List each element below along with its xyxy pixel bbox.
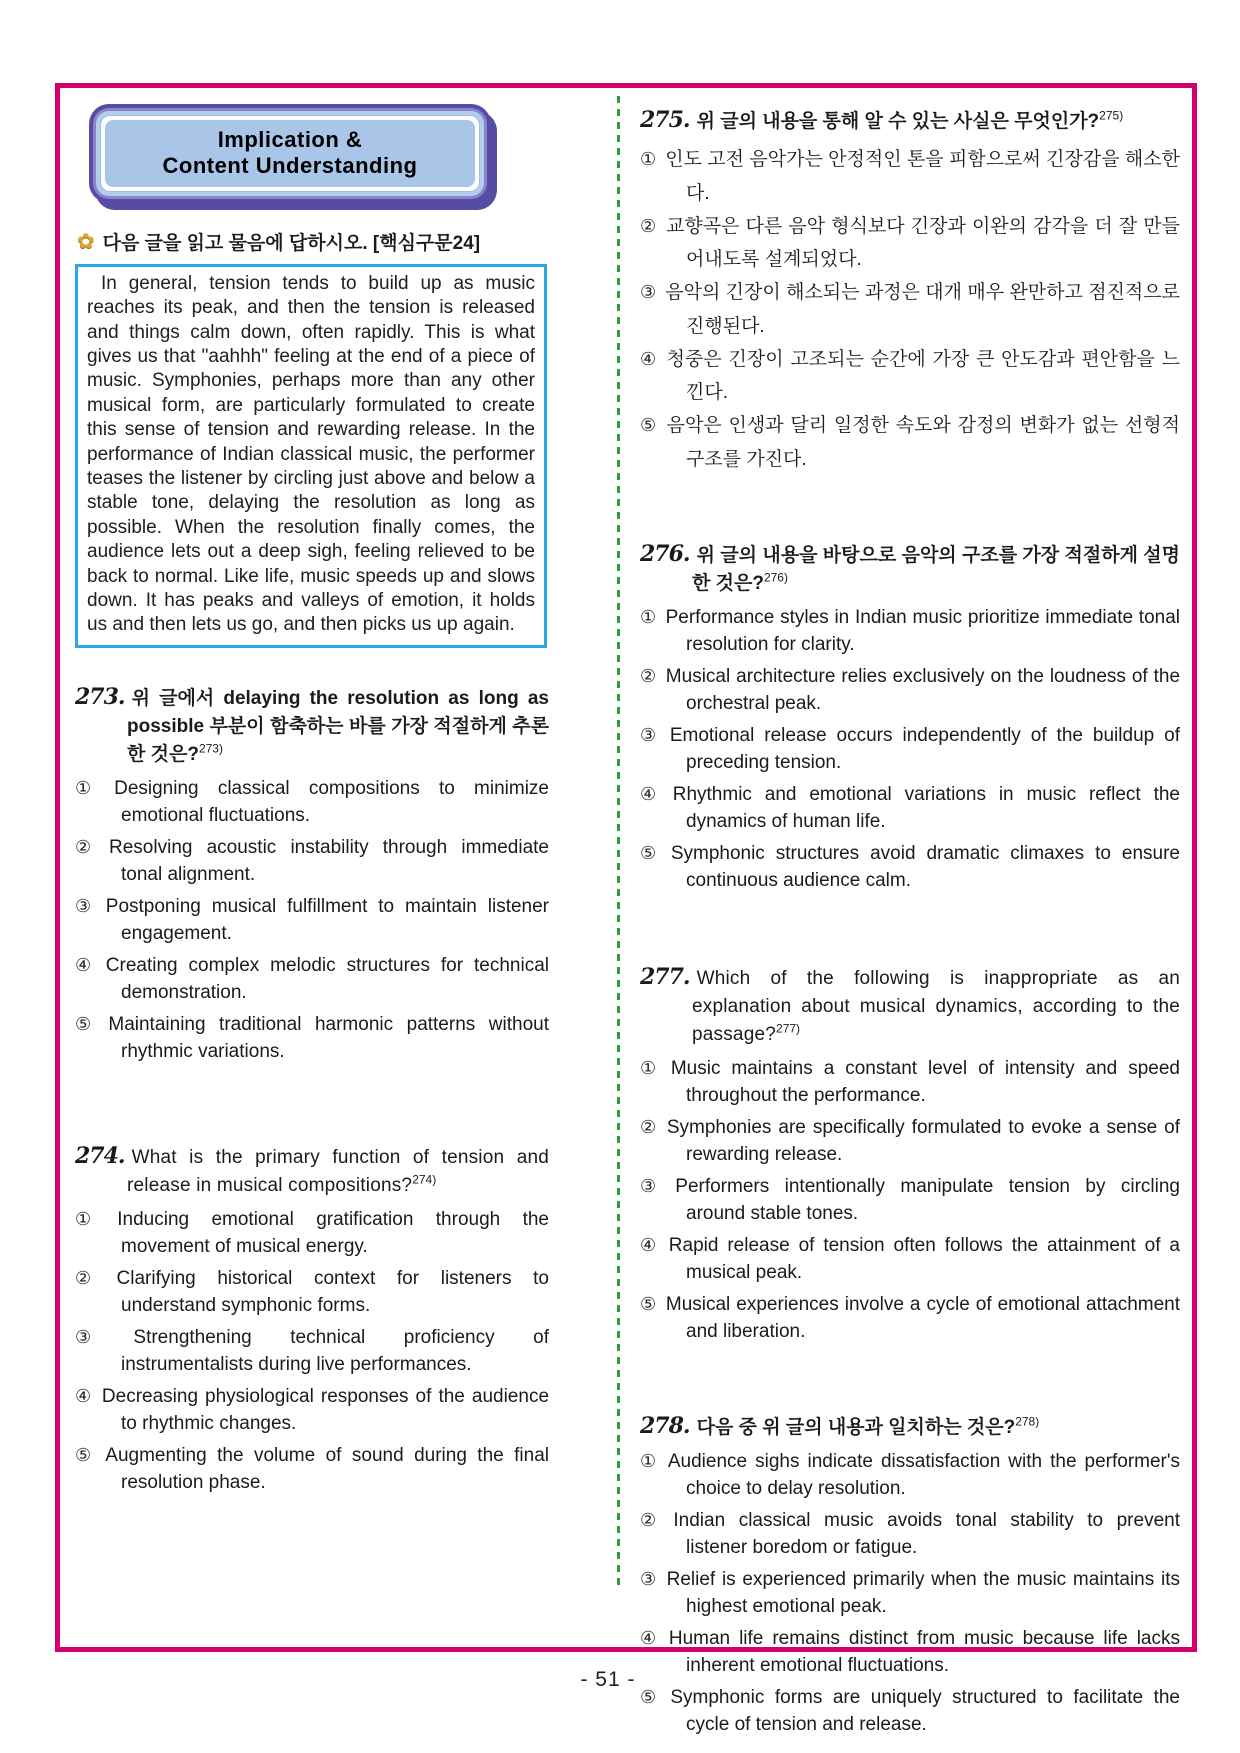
- option-text: Performance styles in Indian music prioritize immediate tonal resolution for clarity.: [665, 607, 1180, 656]
- option-marker: ①: [640, 1057, 662, 1078]
- question-273: [75, 681, 549, 1066]
- option-3: [640, 276, 1180, 343]
- question-stem-text: 위 글의 내용을 바탕으로 음악의 구조를 가장 적절하게 설명한 것은?: [692, 544, 1180, 595]
- question-superscript: 276): [763, 570, 788, 585]
- option-marker: ④: [640, 348, 658, 369]
- question-stem: [75, 681, 549, 769]
- option-text: Musical architecture relies exclusively on the loudness of the orchestral peak.: [665, 666, 1181, 714]
- option-text: Symphonic forms are uniquely structured to facilitate the cycle of tension and release.: [670, 1686, 1180, 1735]
- option-text: Maintaining traditional harmonic patterns without rhythmic variations.: [108, 1013, 549, 1062]
- question-stem-text: What is the primary function of tension and release in musical compositions?: [127, 1146, 549, 1197]
- question-superscript: 277): [776, 1021, 801, 1036]
- options-list: [640, 1056, 1180, 1346]
- section-title-box: [89, 104, 491, 203]
- question-superscript: 273): [198, 741, 223, 756]
- option-marker: ⑤: [640, 1686, 662, 1707]
- question-275: [640, 104, 1180, 476]
- option-text: Symphonies are specifically formulated to evoke a sense of rewarding release.: [666, 1116, 1180, 1165]
- option-text: Resolving acoustic instability through immediate tonal alignment.: [109, 836, 549, 885]
- option-marker: ④: [75, 954, 97, 975]
- right-column: [620, 88, 1192, 1735]
- section-title: [113, 127, 467, 180]
- option-3: [75, 894, 549, 948]
- options-list: [640, 1449, 1180, 1739]
- option-marker: ③: [640, 1568, 658, 1589]
- option-2: [640, 210, 1180, 277]
- option-text: Emotional release occurs independently of the buildup of preceding tension.: [669, 724, 1181, 773]
- option-marker: ④: [640, 1627, 660, 1648]
- question-274: [75, 1140, 549, 1497]
- option-marker: ③: [640, 282, 657, 303]
- option-marker: ①: [640, 1450, 659, 1471]
- options-list: [640, 143, 1180, 476]
- option-marker: ④: [640, 783, 664, 804]
- option-marker: ⑤: [640, 1293, 657, 1314]
- question-stem: [640, 538, 1180, 598]
- option-text: Rhythmic and emotional variations in music reflect the dynamics of human life.: [672, 783, 1180, 832]
- option-5: [640, 1685, 1180, 1739]
- option-text: Indian classical music avoids tonal stability to prevent listener boredom or fatigue.: [673, 1509, 1180, 1558]
- question-number: 276.: [640, 540, 690, 567]
- question-stem: [640, 104, 1180, 136]
- option-2: [640, 1115, 1180, 1169]
- question-number: 278.: [640, 1412, 690, 1439]
- question-stem-text: 위 글에서 delaying the resolution as long as possible 부분이 함축하는 바를 가장 적절하게 추론한 것은?: [127, 687, 549, 766]
- option-5: [640, 841, 1180, 895]
- option-2: [75, 835, 549, 889]
- option-marker: ②: [640, 666, 657, 687]
- option-marker: ④: [75, 1385, 93, 1406]
- option-2: [640, 1508, 1180, 1562]
- option-text: Relief is experienced primarily when the music maintains its highest emotional peak.: [666, 1568, 1181, 1617]
- two-column-layout: [60, 88, 1192, 1735]
- section-title-line1: Implication &: [217, 127, 363, 152]
- option-3: [640, 723, 1180, 777]
- question-number: 274.: [75, 1142, 125, 1169]
- flower-icon: ✿: [77, 229, 95, 253]
- option-1: [75, 776, 549, 830]
- question-277: [640, 961, 1180, 1346]
- option-1: [640, 605, 1180, 659]
- option-2: [640, 664, 1180, 718]
- option-marker: ③: [75, 895, 97, 916]
- option-marker: ③: [640, 1175, 667, 1196]
- option-text: Musical experiences involve a cycle of emotional attachment and liberation.: [665, 1293, 1181, 1342]
- question-stem-text: Which of the following is inappropriate as an explanation about musical dynamics, according to the passage?: [692, 967, 1180, 1046]
- option-marker: ②: [75, 836, 101, 857]
- page-border: [55, 83, 1197, 1735]
- option-text: Performers intentionally manipulate tension by circling around stable tones.: [675, 1175, 1180, 1224]
- option-marker: ②: [640, 1116, 658, 1137]
- question-stem-text: 위 글의 내용을 통해 알 수 있는 사실은 무엇인가?: [696, 111, 1100, 132]
- option-marker: ②: [75, 1267, 108, 1288]
- option-1: [75, 1207, 549, 1261]
- instruction-text: 다음 글을 읽고 물음에 답하시오. [핵심구문24]: [102, 232, 481, 254]
- question-superscript: 274): [412, 1172, 437, 1187]
- option-marker: ①: [75, 1208, 109, 1229]
- option-marker: ⑤: [640, 415, 658, 436]
- options-list: [75, 1207, 549, 1497]
- instruction-row: [77, 228, 607, 255]
- passage-box: [75, 264, 547, 648]
- question-superscript: 278): [1015, 1414, 1040, 1429]
- question-276: [640, 538, 1180, 895]
- option-marker: ①: [640, 607, 657, 628]
- question-number: 277.: [640, 963, 690, 990]
- question-number: 275.: [640, 107, 690, 133]
- option-1: [640, 1449, 1180, 1503]
- option-3: [640, 1567, 1180, 1621]
- option-marker: ⑤: [640, 842, 662, 863]
- option-text: Creating complex melodic structures for technical demonstration.: [105, 954, 549, 1003]
- option-text: Music maintains a constant level of intensity and speed throughout the performance.: [670, 1057, 1180, 1106]
- option-marker: ①: [75, 778, 106, 799]
- question-stem-text: 다음 중 위 글의 내용과 일치하는 것은?: [696, 1416, 1016, 1438]
- section-title-line2: Content Understanding: [162, 153, 418, 179]
- option-text: Postponing musical fulfillment to maintain listener engagement.: [105, 895, 550, 944]
- option-text: Augmenting the volume of sound during the final resolution phase.: [105, 1444, 549, 1493]
- option-marker: ⑤: [75, 1444, 97, 1465]
- option-text: 음악은 인생과 달리 일정한 속도와 감정의 변화가 없는 선형적 구조를 가진다.: [666, 415, 1180, 470]
- option-5: [75, 1443, 549, 1497]
- option-5: [75, 1012, 549, 1066]
- options-list: [640, 605, 1180, 895]
- option-5: [640, 1292, 1180, 1346]
- option-marker: ②: [640, 1509, 665, 1530]
- question-stem: [640, 1410, 1180, 1442]
- option-marker: ⑤: [75, 1013, 100, 1034]
- option-text: 인도 고전 음악가는 안정적인 톤을 피함으로써 긴장감을 해소한다.: [665, 149, 1180, 204]
- option-text: 교향곡은 다른 음악 형식보다 긴장과 이완의 감각을 더 잘 만들어내도록 설계되었다.: [666, 215, 1180, 271]
- option-text: 음악의 긴장이 해소되는 과정은 대개 매우 완만하고 점진적으로 진행된다.: [665, 282, 1180, 337]
- option-text: Decreasing physiological responses of the audience to rhythmic changes.: [101, 1385, 550, 1434]
- option-text: 청중은 긴장이 고조되는 순간에 가장 큰 안도감과 편안함을 느낀다.: [666, 348, 1180, 404]
- option-3: [640, 1174, 1180, 1228]
- question-number: 273.: [75, 683, 125, 710]
- option-text: Designing classical compositions to minimize emotional fluctuations.: [114, 778, 549, 827]
- option-text: Symphonic structures avoid dramatic climaxes to ensure continuous audience calm.: [670, 842, 1180, 891]
- option-4: [640, 782, 1180, 836]
- option-4: [75, 953, 549, 1007]
- question-superscript: 275): [1099, 108, 1124, 123]
- option-text: Rapid release of tension often follows the attainment of a musical peak.: [668, 1234, 1180, 1283]
- option-3: [75, 1325, 549, 1379]
- option-marker: ③: [640, 724, 661, 745]
- option-marker: ②: [640, 215, 657, 236]
- left-column: [60, 88, 617, 1647]
- option-text: Strengthening technical proficiency of instrumentalists during live performances.: [121, 1326, 549, 1375]
- option-1: [640, 143, 1180, 210]
- option-4: [640, 1233, 1180, 1287]
- option-text: Clarifying historical context for listeners to understand symphonic forms.: [116, 1267, 549, 1316]
- question-stem: [640, 961, 1180, 1049]
- option-marker: ④: [640, 1234, 660, 1255]
- question-stem: [75, 1140, 549, 1200]
- options-list: [75, 776, 549, 1066]
- option-text: Human life remains distinct from music because life lacks inherent emotional fluctuations.: [668, 1627, 1180, 1676]
- option-2: [75, 1266, 549, 1320]
- option-5: [640, 409, 1180, 476]
- option-4: [75, 1384, 549, 1438]
- page-number: - 51 -: [580, 1668, 636, 1691]
- option-1: [640, 1056, 1180, 1110]
- option-text: Inducing emotional gratification through the movement of musical energy.: [117, 1208, 549, 1257]
- passage-text: In general, tension tends to build up as music reaches its peak, and then the tension is released and things calm down, often rapidly. This is what gives us that "aahhh" feeling at the end of a piece of music. Symphonies, perhaps more than any other musical form, are particularly formulated to create this sense of tension and rewarding release. In the performance of Indian classical music, the performer teases the listener by circling just above and below a stable tone, delaying the resolution as long as possible. When the resolution finally comes, the audience lets out a deep sigh, feeling relieved to be back to normal. Like life, music speeds up and slows down. It has peaks and valleys of emotion, it holds us and then lets us go, and then picks us up again.: [87, 272, 535, 636]
- option-4: [640, 343, 1180, 410]
- option-marker: ①: [640, 149, 657, 170]
- option-text: Audience sighs indicate dissatisfaction with the performer's choice to delay resolution.: [667, 1450, 1181, 1499]
- option-marker: ③: [75, 1326, 125, 1347]
